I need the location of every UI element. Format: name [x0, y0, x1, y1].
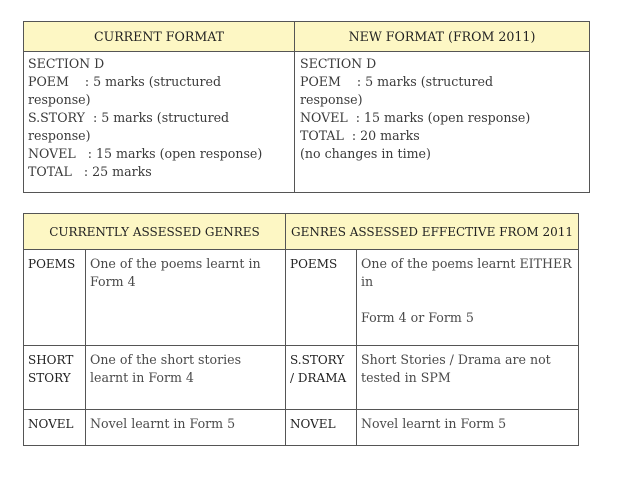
genre-row-poems	[24, 250, 579, 346]
current-genre-label: NOVEL	[24, 410, 86, 446]
current-genres-header: CURRENTLY ASSESSED GENRES	[24, 214, 286, 250]
new-format-line: response)	[300, 92, 363, 107]
current-format-line: SECTION D	[28, 56, 105, 71]
current-format-line: response)	[28, 92, 91, 107]
new-format-header: NEW FORMAT (FROM 2011)	[295, 22, 590, 52]
current-format-cell	[24, 52, 295, 193]
current-format-line: NOVEL : 15 marks (open response)	[28, 146, 263, 161]
new-genre-description: Novel learnt in Form 5	[357, 410, 579, 446]
current-genre-description: One of the poems learnt in Form 4	[86, 250, 286, 346]
format-header-row	[24, 22, 590, 52]
format-comparison-table	[23, 21, 590, 193]
format-body-row	[24, 52, 590, 193]
new-genre-description	[357, 250, 579, 346]
current-genre-label: SHORT STORY	[24, 346, 86, 410]
current-format-line: POEM : 5 marks (structured	[28, 74, 222, 89]
new-genre-label: NOVEL	[286, 410, 357, 446]
new-genre-description-line: One of the poems learnt EITHER in	[361, 256, 576, 289]
genre-row-short-story	[24, 346, 579, 410]
new-genre-label: POEMS	[286, 250, 357, 346]
new-format-line: POEM : 5 marks (structured	[300, 74, 494, 89]
genre-comparison-table	[23, 213, 579, 446]
current-genre-label: POEMS	[24, 250, 86, 346]
new-genre-description: Short Stories / Drama are not tested in SPM	[357, 346, 579, 410]
current-genre-description: One of the short stories learnt in Form 4	[86, 346, 286, 410]
new-format-cell	[295, 52, 590, 193]
new-genres-header: GENRES ASSESSED EFFECTIVE FROM 2011	[286, 214, 579, 250]
current-format-line: TOTAL : 25 marks	[28, 164, 152, 179]
new-genre-label: S.STORY / DRAMA	[286, 346, 357, 410]
current-format-header: CURRENT FORMAT	[24, 22, 295, 52]
current-genre-description: Novel learnt in Form 5	[86, 410, 286, 446]
paragraph-gap	[361, 291, 574, 309]
new-genre-description-line: Form 4 or Form 5	[361, 310, 474, 325]
new-format-line: (no changes in time)	[300, 146, 431, 161]
new-format-line: NOVEL : 15 marks (open response)	[300, 110, 531, 125]
new-format-line: SECTION D	[300, 56, 377, 71]
current-format-line: S.STORY : 5 marks (structured	[28, 110, 230, 125]
genre-row-novel	[24, 410, 579, 446]
current-format-line: response)	[28, 128, 91, 143]
new-format-line: TOTAL : 20 marks	[300, 128, 420, 143]
genre-header-row	[24, 214, 579, 250]
